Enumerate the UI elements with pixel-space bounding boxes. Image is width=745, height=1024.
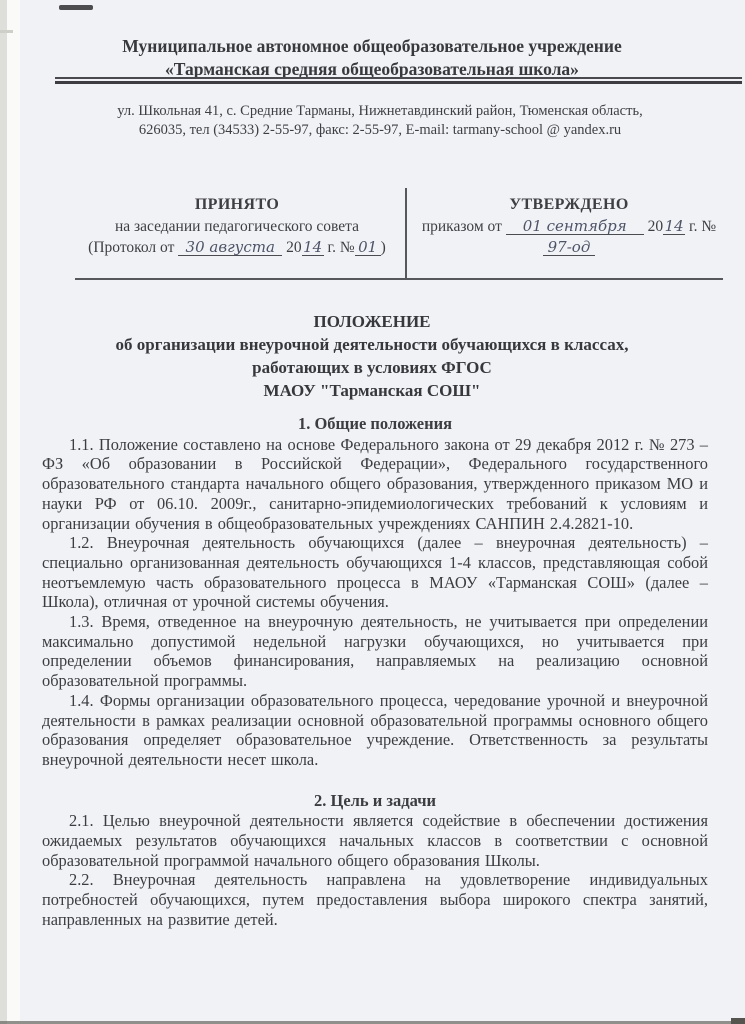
order-prefix: приказом от bbox=[421, 217, 502, 235]
order-number-handwritten: 97-од bbox=[543, 240, 595, 256]
protocol-century: 20 bbox=[286, 239, 302, 256]
document-title bbox=[52, 310, 692, 402]
approval-block bbox=[75, 188, 723, 280]
protocol-number-label: г. № bbox=[327, 239, 355, 256]
paragraph-2-2: 2.2. Внеурочная деятельность направлена на удовлетворение индивидуальных потребностей обучающихся, путем предоставления выбора широкого спектра занятий, направленных на развитие детей. bbox=[42, 870, 708, 929]
order-century: 20 bbox=[647, 217, 664, 235]
org-name-line1: Муниципальное автономное общеобразовательное учреждение bbox=[122, 36, 622, 56]
org-name-line2: «Тарманская средняя общеобразовательная школа» bbox=[165, 58, 579, 79]
org-address bbox=[70, 102, 690, 139]
title-line2: об организации внеурочной деятельности обучающихся в классах, bbox=[115, 335, 629, 354]
header-separator-rule bbox=[55, 77, 742, 84]
scan-edge-left-shadow bbox=[0, 0, 7, 1024]
paragraph-2-1: 2.1. Целью внеурочной деятельности является содействие в обеспечении достижения ожидаемых результатов обучающихся начальных классов в соответствии с основной образовательной программой начального общего образования Школы. bbox=[42, 811, 708, 870]
paragraph-1-2: 1.2. Внеурочная деятельность обучающихся (далее – внеурочная деятельность) – специально организованная деятельность обучающихся 1-4 классов, представляющая собой неотъемлемую часть образовательного процесса в МАОУ «Тарманская СОШ» (далее – Школа), отличная от урочной системы обучения. bbox=[42, 533, 708, 612]
section-2-heading: 2. Цель и задачи bbox=[313, 790, 437, 810]
protocol-prefix: (Протокол от bbox=[88, 239, 175, 256]
title-line3: работающих в условиях ФГОС bbox=[252, 358, 492, 377]
protocol-line bbox=[75, 237, 399, 259]
order-year-handwritten: 14 bbox=[664, 216, 684, 235]
approved-cell bbox=[407, 188, 723, 280]
order-line bbox=[415, 216, 723, 259]
protocol-number-handwritten: 01 bbox=[355, 240, 381, 256]
order-date-handwritten: 01 сентября bbox=[506, 219, 644, 235]
order-number-label: г. № bbox=[688, 217, 717, 235]
paragraph-1-4: 1.4. Формы организации образовательного процесса, чередование урочной и внеурочной деятельности в рамках реализации основной образовательной программы основного общего образования определяет образовательное учреждение. Ответственность за результаты внеурочной деятельности несет школа. bbox=[42, 690, 708, 769]
protocol-year-handwritten: 14 bbox=[303, 238, 323, 256]
address-line2: 626035, тел (34533) 2-55-97, факс: 2-55-97, E-mail: tarmany-school @ yandex.ru bbox=[138, 121, 622, 138]
accepted-title: ПРИНЯТО bbox=[194, 196, 280, 213]
accepted-meeting-line: на заседании педагогического совета bbox=[114, 217, 360, 235]
paragraph-1-3: 1.3. Время, отведенное на внеурочную деятельность, не учитывается при определении максимально допустимой недельной нагрузки обучающихся, но учитывается при определении объемов финансирования, направляемых на реализацию основной образовательной программы. bbox=[42, 612, 708, 691]
scan-artifact-left-dash bbox=[0, 30, 13, 33]
title-line4: МАОУ "Тарманская СОШ" bbox=[263, 381, 481, 400]
scan-corner-mark bbox=[731, 1018, 745, 1024]
section-1-heading: 1. Общие положения bbox=[297, 414, 453, 433]
address-line1: ул. Школьная 41, с. Средние Тарманы, Нижнетавдинский район, Тюменская область, bbox=[117, 103, 643, 119]
protocol-date-handwritten: 30 августа bbox=[178, 240, 282, 256]
title-line1: ПОЛОЖЕНИЕ bbox=[313, 312, 431, 331]
scan-artifact-top-dash bbox=[59, 5, 93, 10]
protocol-suffix: ) bbox=[380, 239, 386, 256]
paragraph-1-1: 1.1. Положение составлено на основе Федерального закона от 29 декабря 2012 г. № 273 – ФЗ «Об образовании в Российской Федерации», Федерального государственного образовательного стандарта начального общего образования, утвержденного приказом МО и науки РФ от 06.10. 2009г., санитарно-эпидемиологических требований к условиям и организации обучения в общеобразовательных учреждениях САНПИН 2.4.2821-10. bbox=[42, 434, 708, 533]
scan-edge-left-highlight bbox=[7, 0, 20, 1024]
accepted-cell bbox=[75, 188, 407, 280]
org-header bbox=[52, 35, 692, 80]
approved-title: УТВЕРЖДЕНО bbox=[509, 196, 629, 213]
document-body bbox=[42, 414, 708, 930]
